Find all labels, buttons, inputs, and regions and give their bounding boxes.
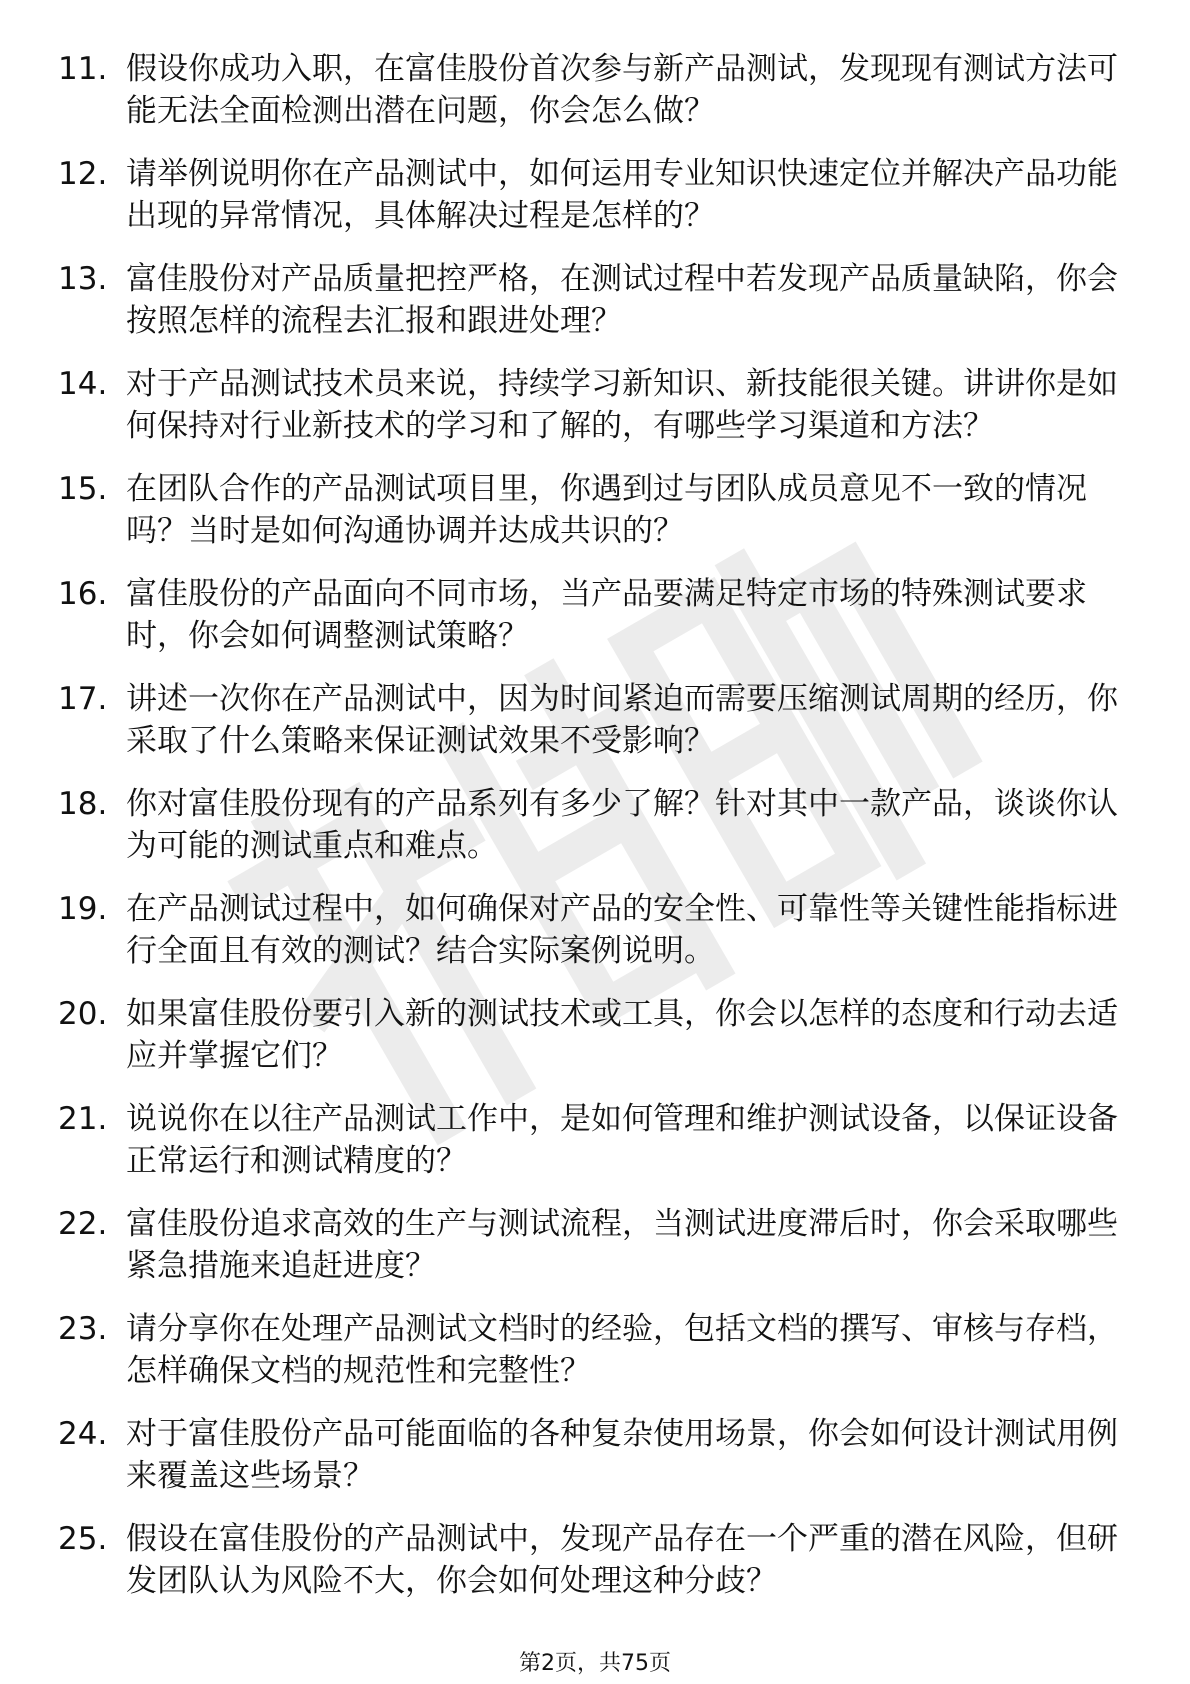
question-text: 对于富佳股份产品可能面临的各种复杂使用场景，你会如何设计测试用例来覆盖这些场景？ (126, 1416, 1118, 1494)
question-item (58, 1098, 1138, 1182)
question-number: 13. (58, 261, 108, 297)
question-text: 在团队合作的产品测试项目里，你遇到过与团队成员意见不一致的情况吗？当时是如何沟通协调并达成共识的？ (126, 471, 1087, 549)
question-item (58, 1308, 1138, 1392)
question-item (58, 573, 1138, 657)
question-text: 富佳股份追求高效的生产与测试流程，当测试进度滞后时，你会采取哪些紧急措施来追赶进度？ (126, 1206, 1118, 1284)
question-number: 15. (58, 471, 108, 507)
question-text: 如果富佳股份要引入新的测试技术或工具，你会以怎样的态度和行动去适应并掌握它们？ (126, 996, 1118, 1074)
question-number: 25. (58, 1521, 108, 1557)
question-item (58, 993, 1138, 1077)
page-footer (0, 1650, 1190, 1678)
question-text: 在产品测试过程中，如何确保对产品的安全性、可靠性等关键性能指标进行全面且有效的测试？结合实际案例说明。 (126, 891, 1118, 969)
question-number: 17. (58, 681, 108, 717)
question-number: 12. (58, 156, 108, 192)
question-number: 11. (58, 51, 108, 87)
question-item (58, 783, 1138, 867)
question-text: 假设在富佳股份的产品测试中，发现产品存在一个严重的潜在风险，但研发团队认为风险不大，你会如何处理这种分歧？ (126, 1521, 1118, 1599)
question-text: 假设你成功入职，在富佳股份首次参与新产品测试，发现现有测试方法可能无法全面检测出潜在问题，你会怎么做？ (126, 51, 1118, 129)
question-number: 21. (58, 1101, 108, 1137)
question-text: 富佳股份对产品质量把控严格，在测试过程中若发现产品质量缺陷，你会按照怎样的流程去汇报和跟进处理？ (126, 261, 1118, 339)
question-text: 你对富佳股份现有的产品系列有多少了解？针对其中一款产品，谈谈你认为可能的测试重点和难点。 (126, 786, 1118, 864)
question-item (58, 678, 1138, 762)
question-item (58, 1203, 1138, 1287)
question-number: 14. (58, 366, 108, 402)
question-text: 请分享你在处理产品测试文档时的经验，包括文档的撰写、审核与存档，怎样确保文档的规范性和完整性？ (126, 1311, 1118, 1389)
question-item (58, 468, 1138, 552)
question-text: 对于产品测试技术员来说，持续学习新知识、新技能很关键。讲讲你是如何保持对行业新技术的学习和了解的，有哪些学习渠道和方法？ (126, 366, 1118, 444)
question-item (58, 363, 1138, 447)
question-item (58, 1518, 1138, 1602)
question-number: 22. (58, 1206, 108, 1242)
question-text: 说说你在以往产品测试工作中，是如何管理和维护测试设备，以保证设备正常运行和测试精度的？ (126, 1101, 1118, 1179)
question-number: 24. (58, 1416, 108, 1452)
question-item (58, 258, 1138, 342)
question-number: 20. (58, 996, 108, 1032)
question-item (58, 48, 1138, 132)
question-item (58, 153, 1138, 237)
question-list (58, 48, 1138, 1623)
question-text: 请举例说明你在产品测试中，如何运用专业知识快速定位并解决产品功能出现的异常情况，具体解决过程是怎样的？ (126, 156, 1118, 234)
question-number: 23. (58, 1311, 108, 1347)
question-number: 18. (58, 786, 108, 822)
question-item (58, 888, 1138, 972)
question-text: 富佳股份的产品面向不同市场，当产品要满足特定市场的特殊测试要求时，你会如何调整测试策略？ (126, 576, 1087, 654)
question-item (58, 1413, 1138, 1497)
page-number-label: 第2页，共75页 (519, 1651, 671, 1676)
question-text: 讲述一次你在产品测试中，因为时间紧迫而需要压缩测试周期的经历，你采取了什么策略来保证测试效果不受影响？ (126, 681, 1118, 759)
question-number: 19. (58, 891, 108, 927)
question-number: 16. (58, 576, 108, 612)
